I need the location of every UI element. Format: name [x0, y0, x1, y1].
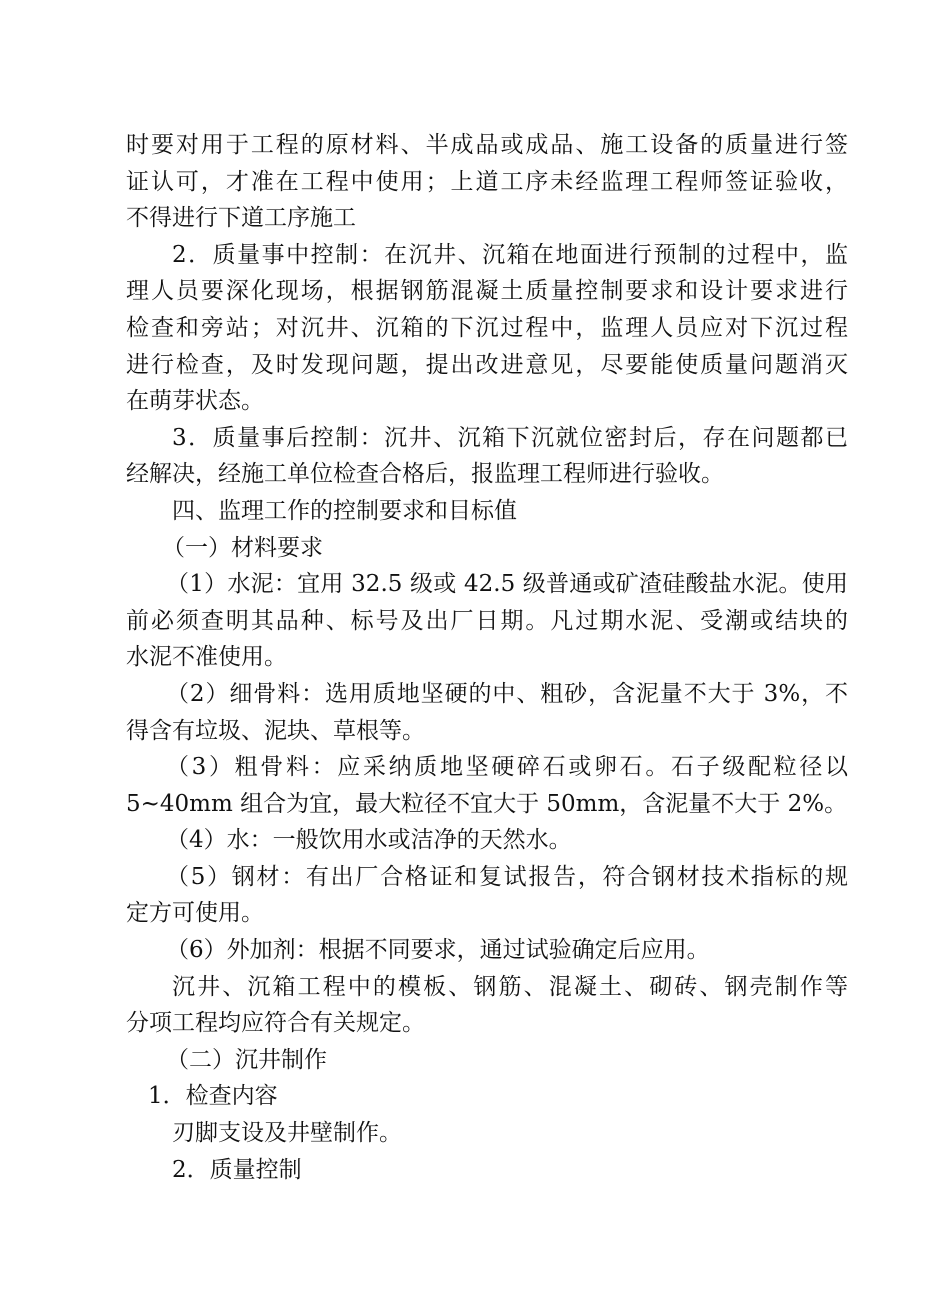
text-line: （4）水：一般饮用水或洁净的天然水。	[166, 827, 572, 854]
heading-text: 四、监理工作的控制要求和目标值	[172, 497, 517, 524]
document-body	[126, 127, 848, 1188]
text-line: 证认可，才准在工程中使用；上道工序未经监理工程师签证验收，	[126, 168, 848, 195]
section-heading-control-requirements	[126, 493, 848, 530]
paragraph-coarse-aggregate	[126, 749, 848, 822]
paragraph-cement	[126, 566, 848, 676]
text-line: 沉井、沉箱工程中的模板、钢筋、混凝土、砌砖、钢壳制作等	[172, 973, 848, 1000]
text-line: 得含有垃圾、泥块、草根等。	[126, 717, 425, 744]
text-line: 经解决，经施工单位检查合格后，报监理工程师进行验收。	[126, 461, 724, 488]
paragraph-inspection-scope	[126, 1115, 848, 1152]
text-line: 水泥不准使用。	[126, 644, 287, 671]
paragraph-subitem-works	[126, 969, 848, 1042]
text-line: 在萌芽状态。	[126, 388, 264, 415]
heading-text: （二）沉井制作	[166, 1046, 327, 1073]
heading-text: 2．质量控制	[172, 1156, 302, 1183]
text-line: 定方可使用。	[126, 900, 264, 927]
paragraph-fine-aggregate	[126, 676, 848, 749]
item-heading-inspection-content	[126, 1078, 848, 1115]
paragraph-steel	[126, 859, 848, 932]
text-line: 理人员要深化现场，根据钢筋混凝土质量控制要求和设计要求进行	[126, 278, 848, 305]
text-line: （5）钢材：有出厂合格证和复试报告，符合钢材技术指标的规	[166, 863, 848, 890]
text-line: 进行检查，及时发现问题，提出改进意见，尽要能使质量问题消灭	[126, 351, 848, 378]
text-line: （1）水泥：宜用 32.5 级或 42.5 级普通或矿渣硅酸盐水泥。使用	[166, 571, 848, 598]
text-line: 不得进行下道工序施工	[126, 205, 356, 232]
heading-text: 1．检查内容	[148, 1083, 278, 1110]
paragraph-prequalification	[126, 127, 848, 237]
text-line: （2）细骨料：选用质地坚硬的中、粗砂，含泥量不大于 3%，不	[166, 680, 848, 707]
heading-text: （一）材料要求	[162, 534, 323, 561]
paragraph-water	[126, 822, 848, 859]
item-heading-quality-control	[126, 1152, 848, 1189]
paragraph-post-control	[126, 420, 848, 493]
text-line: 5~40mm 组合为宜，最大粒径不宜大于 50mm，含泥量不大于 2%。	[126, 790, 848, 817]
text-line: 检查和旁站；对沉井、沉箱的下沉过程中，监理人员应对下沉过程	[126, 314, 848, 341]
text-line: 3．质量事后控制：沉井、沉箱下沉就位密封后，存在问题都已	[172, 424, 848, 451]
subsection-heading-caisson-fabrication	[126, 1042, 848, 1079]
text-line: 分项工程均应符合有关规定。	[126, 1010, 425, 1037]
text-line: 刃脚支设及井壁制作。	[172, 1120, 402, 1147]
paragraph-admixture	[126, 932, 848, 969]
text-line: （3）粗骨料：应采纳质地坚硬碎石或卵石。石子级配粒径以	[166, 754, 848, 781]
paragraph-in-process-control	[126, 237, 848, 420]
text-line: 2．质量事中控制：在沉井、沉箱在地面进行预制的过程中，监	[172, 241, 848, 268]
text-line: 前必须查明其品种、标号及出厂日期。凡过期水泥、受潮或结块的	[126, 607, 848, 634]
text-line: 时要对用于工程的原材料、半成品或成品、施工设备的质量进行签	[126, 132, 848, 158]
subsection-heading-materials	[126, 530, 848, 567]
text-line: （6）外加剂：根据不同要求，通过试验确定后应用。	[166, 937, 710, 964]
